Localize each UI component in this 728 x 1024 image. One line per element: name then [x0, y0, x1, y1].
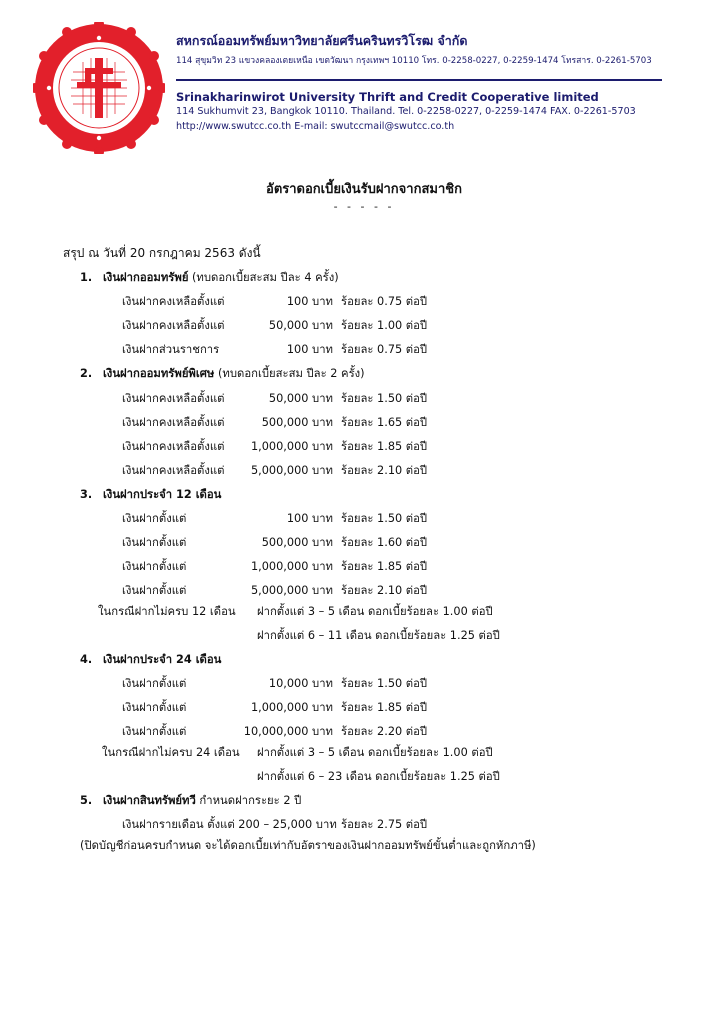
section-number: 3. — [80, 488, 93, 501]
rate-amount: 500,000 บาท — [261, 536, 333, 549]
rate-label: เงินฝากตั้งแต่ — [122, 701, 187, 714]
early-withdrawal-rate: ฝากตั้งแต่ 6 – 23 เดือน ดอกเบี้ยร้อยละ 1.25 ต่อปี — [257, 770, 500, 783]
rate-label: เงินฝากคงเหลือตั้งแต่ — [122, 319, 225, 332]
rate-value: ร้อยละ 0.75 ต่อปี — [341, 295, 428, 308]
rate-amount: 1,000,000 บาท — [250, 440, 333, 453]
section-number: 2. — [80, 367, 93, 380]
rate-amount: 500,000 บาท — [261, 416, 333, 429]
section-heading — [80, 791, 301, 809]
section-note: กำหนดฝากระยะ 2 ปี — [195, 794, 302, 807]
rate-amount: 5,000,000 บาท — [250, 464, 333, 477]
early-withdrawal-label: ในกรณีฝากไม่ครบ 12 เดือน — [98, 605, 236, 618]
rate-value: ร้อยละ 1.60 ต่อปี — [341, 536, 428, 549]
rate-value: ร้อยละ 1.50 ต่อปี — [341, 392, 428, 405]
cooperative-logo — [33, 22, 165, 154]
rate-value: ร้อยละ 1.50 ต่อปี — [341, 512, 428, 525]
rate-amount: 50,000 บาท — [268, 392, 333, 405]
rate-value: ร้อยละ 1.50 ต่อปี — [341, 677, 428, 690]
section-title: เงินฝากประจำ 24 เดือน — [102, 653, 222, 666]
early-withdrawal-rate: ฝากตั้งแต่ 3 – 5 เดือน ดอกเบี้ยร้อยละ 1.00 ต่อปี — [257, 605, 493, 618]
rate-amount: 100 บาท — [286, 343, 333, 356]
rate-label: เงินฝากคงเหลือตั้งแต่ — [122, 464, 225, 477]
footnote: (ปิดบัญชีก่อนครบกำหนด จะได้ดอกเบี้ยเท่ากับอัตราของเงินฝากออมทรัพย์ขั้นต่ำและถูกหักภาษี) — [80, 839, 536, 852]
coop-address-thai: 114 สุขุมวิท 23 แขวงคลองเตยเหนือ เขตวัฒนา กรุงเทพฯ 10110 โทร. 0-2258-0227, 0-2259-1474 โทรสาร. 0-2261-5703 — [176, 56, 652, 66]
rate-label: เงินฝากคงเหลือตั้งแต่ — [122, 392, 225, 405]
rate-label: เงินฝากคงเหลือตั้งแต่ — [122, 295, 225, 308]
section-heading — [80, 268, 339, 286]
early-withdrawal-rate: ฝากตั้งแต่ 3 – 5 เดือน ดอกเบี้ยร้อยละ 1.00 ต่อปี — [257, 746, 493, 759]
section-heading — [80, 650, 221, 668]
rate-value: ร้อยละ 2.20 ต่อปี — [341, 725, 428, 738]
coop-name-thai: สหกรณ์ออมทรัพย์มหาวิทยาลัยศรีนครินทรวิโรฒ จำกัด — [176, 33, 468, 48]
summary-date: สรุป ณ วันที่ 20 กรกฎาคม 2563 ดังนี้ — [63, 246, 261, 260]
rate-amount: 10,000,000 บาท — [243, 725, 333, 738]
rate-label: เงินฝากตั้งแต่ — [122, 536, 187, 549]
rate-amount: 50,000 บาท — [268, 319, 333, 332]
section-title: เงินฝากออมทรัพย์พิเศษ — [102, 367, 215, 380]
title-dashes: - - - - - — [333, 200, 395, 213]
section-heading — [80, 485, 221, 503]
rate-label: เงินฝากตั้งแต่ — [122, 584, 187, 597]
section-note: (ทบดอกเบี้ยสะสม ปีละ 4 ครั้ง) — [188, 271, 339, 284]
rate-label: เงินฝากตั้งแต่ — [122, 677, 187, 690]
early-withdrawal-label: ในกรณีฝากไม่ครบ 24 เดือน — [102, 746, 240, 759]
rate-value: ร้อยละ 2.10 ต่อปี — [341, 464, 428, 477]
section-note: (ทบดอกเบี้ยสะสม ปีละ 2 ครั้ง) — [214, 367, 365, 380]
rate-value: ร้อยละ 1.85 ต่อปี — [341, 440, 428, 453]
rate-label: เงินฝากตั้งแต่ — [122, 512, 187, 525]
rate-value: ร้อยละ 2.10 ต่อปี — [341, 584, 428, 597]
rate-amount: 100 บาท — [286, 512, 333, 525]
rate-amount: 1,000,000 บาท — [250, 560, 333, 573]
coop-web-email: http://www.swutcc.co.th E-mail: swutccmail@swutcc.co.th — [176, 121, 455, 132]
rate-amount: 1,000,000 บาท — [250, 701, 333, 714]
rate-value: ร้อยละ 1.85 ต่อปี — [341, 560, 428, 573]
rate-label: เงินฝากตั้งแต่ — [122, 725, 187, 738]
section-title: เงินฝากประจำ 12 เดือน — [102, 488, 222, 501]
rate-value: ร้อยละ 1.00 ต่อปี — [341, 319, 428, 332]
rate-amount: 10,000 บาท — [268, 677, 333, 690]
early-withdrawal-rate: ฝากตั้งแต่ 6 – 11 เดือน ดอกเบี้ยร้อยละ 1.25 ต่อปี — [257, 629, 500, 642]
rate-amount: 100 บาท — [286, 295, 333, 308]
coop-name-english: Srinakharinwirot University Thrift and Credit Cooperative limited — [176, 90, 599, 104]
rate-label: เงินฝากส่วนราชการ — [122, 343, 220, 356]
section-number: 5. — [80, 794, 93, 807]
coop-address-english: 114 Sukhumvit 23, Bangkok 10110. Thailand. Tel. 0-2258-0227, 0-2259-1474 FAX. 0-2261-5703 — [176, 106, 636, 117]
section-title: เงินฝากออมทรัพย์ — [102, 271, 189, 284]
section-number: 1. — [80, 271, 93, 284]
document-title: อัตราดอกเบี้ยเงินรับฝากจากสมาชิก — [266, 182, 462, 197]
rate-value: ร้อยละ 2.75 ต่อปี — [341, 818, 428, 831]
rate-value: ร้อยละ 1.85 ต่อปี — [341, 701, 428, 714]
rate-amount: 5,000,000 บาท — [250, 584, 333, 597]
section-title: เงินฝากสินทรัพย์ทวี — [102, 794, 196, 807]
section-heading — [80, 364, 365, 382]
section-number: 4. — [80, 653, 93, 666]
header-divider — [176, 79, 662, 81]
rate-value: ร้อยละ 1.65 ต่อปี — [341, 416, 428, 429]
rate-label: เงินฝากคงเหลือตั้งแต่ — [122, 416, 225, 429]
rate-label: เงินฝากรายเดือน ตั้งแต่ 200 – 25,000 บาท — [122, 818, 337, 831]
rate-label: เงินฝากคงเหลือตั้งแต่ — [122, 440, 225, 453]
rate-value: ร้อยละ 0.75 ต่อปี — [341, 343, 428, 356]
rate-label: เงินฝากตั้งแต่ — [122, 560, 187, 573]
